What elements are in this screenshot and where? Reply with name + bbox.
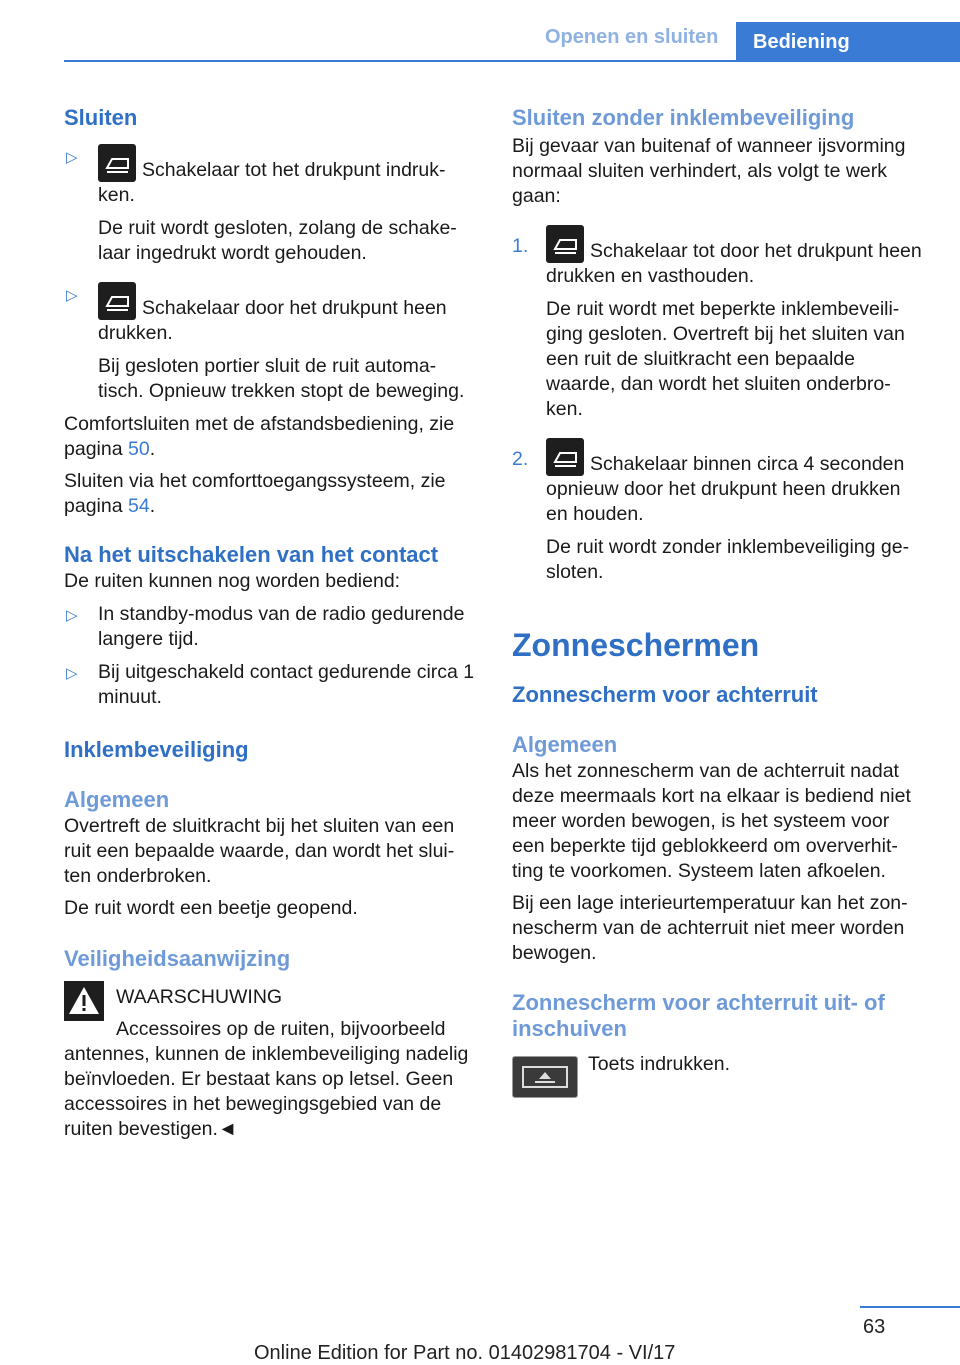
item-text: Bij uitgeschakeld contact gedurende circa 1 minuut. (98, 661, 475, 708)
list-item (64, 660, 480, 710)
toets-text: Toets indrukken. (588, 1053, 730, 1075)
list-item (64, 144, 480, 266)
header-chapter-tab[interactable]: Bediening (736, 22, 960, 60)
item-subtext: De ruit wordt gesloten, zolang de schake-laar ingedrukt wordt gehouden. (98, 217, 457, 264)
heading-inklembeveiliging: Inklembeveiliging (64, 737, 249, 762)
step-number: 1. (512, 235, 529, 257)
heading-sluiten-zonder: Sluiten zonder inklembeveiliging (512, 105, 855, 130)
warning-text: antennes, kunnen de inklembeveiliging nadelig beïnvloeden. Er bestaat kans op letsel. Geen accessoires in het bewegingsgebied van de ruiten bevestigen.◄ (64, 1043, 469, 1140)
page-number: 63 (863, 1316, 886, 1338)
warning-first-line: Accessoires op de ruiten, bijvoorbeeld (116, 1018, 446, 1040)
step-number: 2. (512, 448, 529, 470)
page-header (0, 0, 960, 62)
header-rule (64, 60, 960, 62)
inklem-paragraph: Overtreft de sluitkracht bij het sluiten van een ruit een bepaalde waarde, dan wordt het slui-ten onderbroken. (64, 815, 455, 887)
footer-rule (860, 1306, 960, 1308)
item-text: Schakelaar tot het drukpunt indruk-ken. (98, 159, 446, 206)
list-item (64, 602, 480, 652)
page-link-50[interactable]: 50 (127, 438, 150, 460)
step-subtext: De ruit wordt zonder inklembeveiliging ge-sloten. (546, 536, 910, 583)
page-link-54[interactable]: 54 (127, 495, 150, 517)
heading-uitschuiven: Zonnescherm voor achterruit uit- of inschuiven (512, 990, 885, 1041)
heading-zonneschermen: Zonneschermen (512, 627, 760, 663)
heading-sluiten: Sluiten (64, 105, 138, 130)
window-switch-icon (546, 225, 584, 263)
heading-algemeen: Algemeen (64, 787, 170, 812)
comfort-remote-text (64, 412, 480, 462)
window-switch-icon (546, 438, 584, 476)
heading-veiligheid: Veiligheidsaanwijzing (64, 946, 291, 971)
warning-title: WAARSCHUWING (116, 986, 283, 1008)
right-column (512, 100, 922, 1100)
toets-row (512, 1053, 922, 1100)
warning-block (64, 985, 480, 1042)
comfort-remote-pre: Comfortsluiten met de afstandsbediening, zie pagina (64, 413, 455, 460)
step-subtext: De ruit wordt met beperkte inklembeveili-ging gesloten. Overtreft bij het sluiten van een ruit de sluitkracht een bepaalde waarde, dan wordt het sluiten onderbro-ken. (546, 298, 905, 420)
comfort-access-post: . (149, 495, 156, 517)
heading-na-contact: Na het uitschakelen van het contact (64, 542, 439, 567)
triangle-bullet-icon: ▷ (66, 287, 78, 304)
window-switch-icon (98, 144, 136, 182)
heading-algemeen-right: Algemeen (512, 732, 618, 757)
algemeen-paragraph: Als het zonnescherm van de achterruit nadat deze meermaals kort na elkaar is bediend niet meer worden bewogen, is het systeem voor een beperkte tijd geblokkeerd om oververhit-ting te voorkomen. Systeem laten afkoelen. (512, 760, 911, 882)
triangle-bullet-icon: ▷ (66, 665, 78, 682)
triangle-bullet-icon: ▷ (66, 149, 78, 166)
list-item (512, 225, 922, 422)
step-text: Schakelaar binnen circa 4 seconden opnieuw door het drukpunt heen drukken en houden. (546, 453, 905, 525)
list-item (512, 438, 922, 585)
header-section-tab[interactable]: Openen en sluiten (545, 26, 719, 48)
sunblind-button-icon (512, 1056, 578, 1098)
heading-zonnescherm-achterruit: Zonnescherm voor achterruit (512, 682, 818, 707)
triangle-bullet-icon: ▷ (66, 607, 78, 624)
warning-triangle-icon (64, 981, 104, 1021)
algemeen-paragraph-2: Bij een lage interieurtemperatuur kan het zon-nescherm van de achterruit niet meer worden bewogen. (512, 892, 908, 964)
contact-intro: De ruiten kunnen nog worden bediend: (64, 570, 401, 592)
item-subtext: Bij gesloten portier sluit de ruit automa-tisch. Opnieuw trekken stopt de beweging. (98, 355, 465, 402)
inklem-paragraph-2: De ruit wordt een beetje geopend. (64, 897, 358, 919)
item-text: In standby-modus van de radio gedurende langere tijd. (98, 603, 465, 650)
window-switch-icon (98, 282, 136, 320)
footer-edition: Online Edition for Part no. 01402981704 - VI/17 (254, 1342, 676, 1364)
comfort-access-text (64, 469, 480, 519)
step-text: Schakelaar tot door het drukpunt heen drukken en vasthouden. (546, 240, 922, 287)
left-column (64, 100, 480, 1142)
comfort-remote-post: . (149, 438, 156, 460)
comfort-access-pre: Sluiten via het comforttoegangssysteem, zie pagina (64, 470, 446, 517)
item-text: Schakelaar door het drukpunt heen drukken. (98, 297, 447, 344)
zonder-intro: Bij gevaar van buitenaf of wanneer ijsvorming normaal sluiten verhindert, als volgt te werk gaan: (512, 135, 906, 207)
list-item (64, 282, 480, 404)
